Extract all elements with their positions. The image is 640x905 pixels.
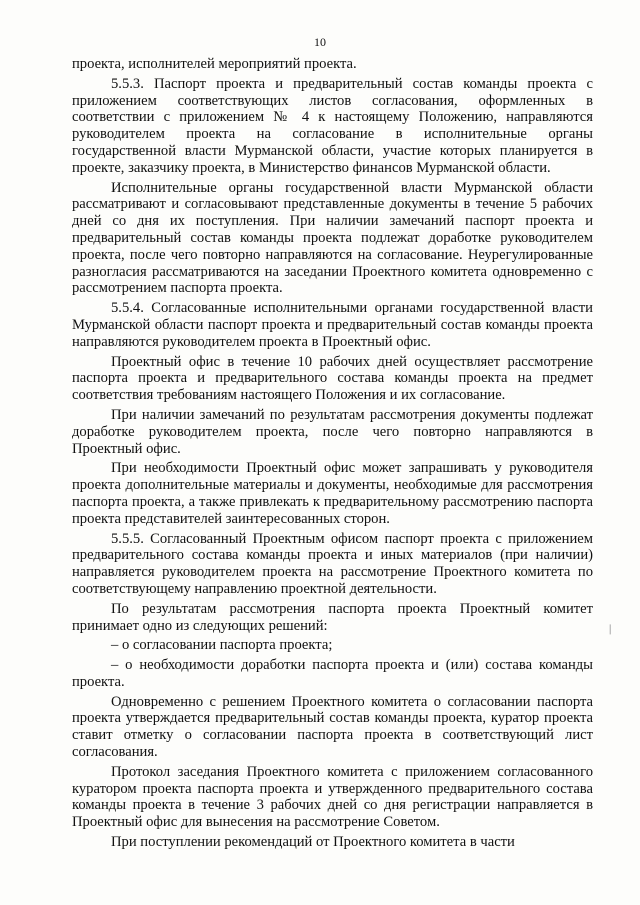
paragraph-5-5-3: 5.5.3. Паспорт проекта и предварительный состав команды проекта с приложением соответствующих листов согласования, оформленных в соответствии с приложением № 4 к настоящему Положению, направляются руководителем проекта на согласование в исполнительные органы государственной власти Мурманской области, участие которых планируется в проекте, заказчику проекта, в Министерство финансов Мурманской области. <box>72 75 593 176</box>
paragraph-simultaneous-approval: Одновременно с решением Проектного комитета о согласовании паспорта проекта утверждается предварительный состав команды проекта, куратор проекта ставит отметку о согласовании паспорта проекта в соответствующий лист согласования. <box>72 693 593 761</box>
paragraph-recommendations: При поступлении рекомендаций от Проектного комитета в части <box>111 834 515 851</box>
list-item-approval: – о согласовании паспорта проекта; <box>111 637 333 654</box>
scan-artifact-mark: ❘ <box>606 624 615 635</box>
paragraph-continuation: проекта, исполнителей мероприятий проекта. <box>72 56 357 72</box>
list-item-revision: – о необходимости доработки паспорта проекта и (или) состава команды проекта. <box>72 657 593 690</box>
paragraph-remarks: При наличии замечаний по результатам рассмотрения документы подлежат доработке руководителем проекта, после чего повторно направляются в Проектный офис. <box>72 406 593 457</box>
paragraph-5-5-5: 5.5.5. Согласованный Проектным офисом паспорт проекта с приложением предварительного состава команды проекта и иных материалов (при наличии) направляется руководителем проекта на рассмотрение Проектного комитета по соответствующему направлению проектной деятельности. <box>72 530 593 597</box>
paragraph-project-office-review: Проектный офис в течение 10 рабочих дней осуществляет рассмотрение паспорта проекта и предварительного состава команды проекта на предмет соответствия требованиям настоящего Положения и их согласование. <box>72 353 593 404</box>
document-body <box>72 56 593 854</box>
paragraph-additional-materials: При необходимости Проектный офис может запрашивать у руководителя проекта дополнительные материалы и документы, необходимые для рассмотрения паспорта проекта, а также привлекать к предварительному рассмотрению паспорта проекта представителей заинтересованных сторон. <box>72 460 593 527</box>
paragraph-protocol: Протокол заседания Проектного комитета с приложением согласованного куратором проекта паспорта проекта и утвержденного предварительного состава команды проекта в течение 3 рабочих дней со дня регистрации направляется в Проектный офис для вынесения на рассмотрение Советом. <box>72 763 593 831</box>
paragraph-review-by-executive-bodies: Исполнительные органы государственной власти Мурманской области рассматривают и согласовывают представленные документы в течение 5 рабочих дней со дня их поступления. При наличии замечаний паспорт проекта и предварительный состав команды проекта подлежат доработке руководителем проекта, после чего повторно направляются на согласование. Неурегулированные разногласия рассматриваются на заседании Проектного комитета одновременно с рассмотрением паспорта проекта. <box>72 179 593 297</box>
page-number: 10 <box>314 35 326 49</box>
paragraph-5-5-4: 5.5.4. Согласованные исполнительными органами государственной власти Мурманской области паспорт проекта и предварительный состав команды проекта направляются руководителем проекта в Проектный офис. <box>72 300 593 350</box>
paragraph-committee-decision: По результатам рассмотрения паспорта проекта Проектный комитет принимает одно из следующих решений: <box>72 600 593 634</box>
